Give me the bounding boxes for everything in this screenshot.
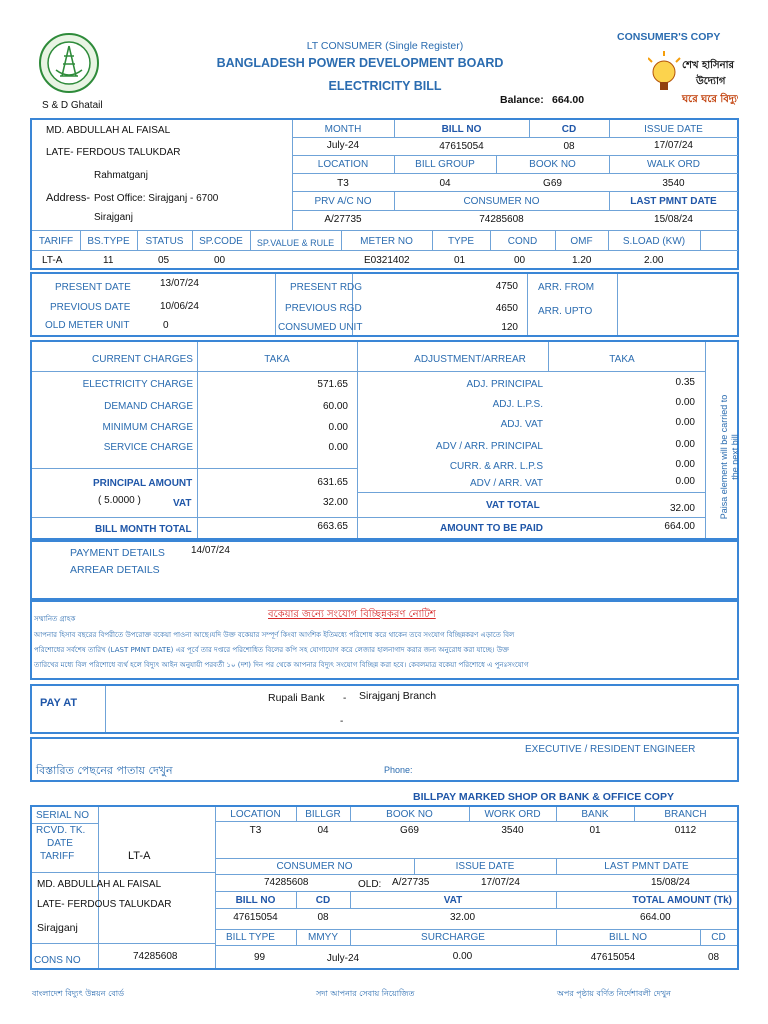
hdr-cd: CD [561,124,577,135]
notice-line-3: তারিখের মধ্যে বিল পরিশোধে ব্যর্থ হলে বিদ্যুৎ আইন অনুযায়ী পরবর্তী ১০ (দশ) দিন পর থেকে আপনার বিদ্যুৎ সংযোগ বিচ্ছিন্ন করা হবে। কেবলমাত্র বকেয়া পরিশোধে এ পুনঃসংযোগ [34,661,529,669]
adjustment-value: 0.00 [675,417,695,428]
copy-label: CONSUMER'S COPY [617,31,721,43]
charge-label: ELECTRICITY CHARGE [82,379,193,390]
tariff-label: TARIFF [40,851,75,862]
date-label: DATE [47,838,73,849]
amount-paid-value: 664.00 [664,521,695,532]
bill-subtitle: LT CONSUMER (Single Register) [306,40,464,52]
adjustment-value: 0.35 [675,377,695,388]
hdr-sp-value: SP.VALUE & RULE [256,238,335,248]
consumer-district: Sirajganj [94,212,133,223]
oc-hdr-consumer-no: CONSUMER NO [276,861,353,872]
hdr-location: LOCATION [317,159,369,170]
val-bs-type: 11 [103,255,114,266]
oc-hdr-work-ord: WORK ORD [484,809,541,820]
hdr-month: MONTH [324,124,362,135]
board-name: BANGLADESH POWER DEVELOPMENT BOARD [216,56,504,70]
notice-title: বকেয়ার জন্যে সংযোগ বিচ্ছিন্নকরণ নোটিশ [268,609,436,620]
hdr-meter-no: METER NO [360,236,413,247]
oc-cons-no: 74285608 [133,951,178,962]
oc-cons-label: CONS NO [34,955,81,966]
hdr-type: TYPE [447,236,475,247]
campaign-logo [648,50,738,110]
bill-title: ELECTRICITY BILL [328,79,442,93]
hdr-omf: OMF [570,236,593,247]
oc-val-bank: 01 [589,825,601,836]
footer-left: বাংলাদেশ বিদ্যুৎ উন্নয়ন বোর্ড [32,989,125,998]
hdr-sp-code: SP.CODE [199,236,243,247]
adjustment-label: ADJ. VAT [500,419,543,430]
oc-val-bill-no-2: 47615054 [590,952,636,963]
payment-details-label: PAYMENT DETAILS [70,547,165,559]
vat-label: VAT [173,498,192,509]
adjustment-value: 0.00 [675,459,695,470]
hdr-bs-type: BS.TYPE [87,236,130,247]
notice-line-2: পরিশোধের সর্বশেষ তারিখ (LAST PMNT DATE) এর পূর্বে তার দপ্তরে পরিশোধিত বিলের কপি সহ যোগাযোগ করে লেজার হালনাগাদ করার জন্য অনুরোধ করা যাচ্ছে। উক্ত [34,646,509,654]
oc-hdr-issue-date: ISSUE DATE [455,861,515,872]
oc-val-work-ord: 3540 [501,825,524,836]
footer-center: সদা আপনার সেবায় নিয়োজিত [316,989,415,998]
oc-val-cd: 08 [317,912,329,923]
hdr-cond: COND [507,236,538,247]
oc-hdr-book-no: BOOK NO [386,809,433,820]
oc-hdr-billgr: BILLGR [305,809,341,820]
svg-text:ঘরে ঘরে বিদ্যুৎ: ঘরে ঘরে বিদ্যুৎ [682,94,738,105]
arr-upto-label: ARR. UPTO [538,306,593,317]
val-last-pmnt: 15/08/24 [654,214,693,225]
adjustment-label: ADV / ARR. VAT [470,478,543,489]
hdr-prv-ac: PRV A/C NO [314,196,372,207]
present-rdg: 4750 [495,281,518,292]
oc-val-mmyy: July-24 [326,953,360,964]
old-meter-label: OLD METER UNIT [45,320,130,331]
charge-label: MINIMUM CHARGE [102,422,193,433]
arr-from-label: ARR. FROM [538,282,595,293]
oc-hdr-cd-2: CD [711,932,726,943]
hdr-tariff: TARIFF [38,236,74,247]
oc-hdr-last-pmnt: LAST PMNT DATE [604,861,689,872]
adjustment-label: ADJ. PRINCIPAL [466,379,543,390]
val-type: 01 [454,255,466,266]
oc-hdr-bank: BANK [581,809,609,820]
footer-right: অপর পৃষ্ঠায় বর্ণিত নির্দেশাবলী দেখুন [557,989,671,998]
pay-at-label: PAY AT [40,697,78,709]
val-meter-no: E0321402 [364,255,410,266]
charge-label: DEMAND CHARGE [104,401,193,412]
pay-at-dash: - [343,693,347,704]
bpdb-logo [38,32,100,94]
principal-value: 631.65 [317,477,348,488]
notice-salutation: সম্মানিত গ্রাহক [34,615,76,623]
office-name: S & D Ghatail [42,100,103,111]
serial-label: SERIAL NO [36,810,89,821]
hdr-bill-no: BILL NO [441,124,482,135]
hdr-bill-group: BILL GROUP [415,159,475,170]
amount-paid-label: AMOUNT TO BE PAID [440,523,543,534]
oc-hdr-bill-no-2: BILL NO [609,932,647,943]
consumer-address: Post Office: Sirajganj - 6700 [94,193,219,204]
bill-total-label: BILL MONTH TOTAL [95,524,192,535]
present-rdg-label: PRESENT RDG [290,282,363,293]
val-issue-date: 17/07/24 [654,140,693,151]
oc-val-vat: 32.00 [449,912,476,923]
val-book-no: G69 [543,178,562,189]
oc-val-last-pmnt: 15/08/24 [651,877,690,888]
val-status: 05 [158,255,170,266]
vat-total-label: VAT TOTAL [486,500,540,511]
balance-value: 664.00 [552,94,585,106]
rcvd-label: RCVD. TK. [36,825,86,836]
oc-district: Sirajganj [37,922,78,934]
oc-val-branch: 0112 [674,825,697,836]
svg-text:শেখ হাসিনার: শেখ হাসিনার [682,60,735,71]
engineer-label: EXECUTIVE / RESIDENT ENGINEER [525,744,696,755]
payment-details-date: 14/07/24 [191,545,230,556]
val-sp-code: 00 [214,255,226,266]
charge-value: 0.00 [328,422,348,433]
oc-hdr-bill-type: BILL TYPE [226,932,275,943]
oc-hdr-bill-no: BILL NO [235,895,276,906]
previous-date-label: PREVIOUS DATE [50,302,131,313]
taka2-label: TAKA [609,354,635,365]
val-cond: 00 [514,255,526,266]
current-charges-label: CURRENT CHARGES [92,354,193,365]
arrear-details-label: ARREAR DETAILS [70,564,160,576]
oc-consumer-father: LATE- FERDOUS TALUKDAR [37,899,172,910]
oc-val-billgr: 04 [317,825,329,836]
adjustment-label: ADV / ARR. PRINCIPAL [435,441,543,452]
consumer-father: LATE- FERDOUS TALUKDAR [46,147,181,158]
old-meter: 0 [163,320,169,331]
oc-consumer-name: MD. ABDULLAH AL FAISAL [37,879,162,890]
consumer-area: Rahmatganj [94,170,148,181]
pay-at-branch: Sirajganj Branch [359,690,437,702]
svg-text:উদ্যোগ: উদ্যোগ [696,76,726,87]
oc-val-total: 664.00 [640,912,671,923]
charge-label: SERVICE CHARGE [103,442,193,453]
oc-hdr-mmyy: MMYY [308,932,338,943]
address-label: Address- [46,192,91,204]
consumed: 120 [501,322,518,333]
oc-old-label: OLD: [358,879,382,890]
adjustment-label: ADJ. L.P.S. [492,399,543,410]
hdr-last-pmnt: LAST PMNT DATE [630,196,717,207]
previous-date: 10/06/24 [160,301,199,312]
adjustment-value: 0.00 [675,439,695,450]
adjustment-value: 0.00 [675,476,695,487]
phone-label: Phone: [384,765,413,775]
hdr-walk-ord: WALK ORD [647,159,700,170]
bill-total-value: 663.65 [317,521,348,532]
val-consumer-no: 74285608 [479,214,524,225]
hdr-sload: S.LOAD (KW) [622,236,686,247]
val-location: T3 [337,178,349,189]
taka-label: TAKA [264,354,290,365]
val-tariff: LT-A [42,255,63,266]
vat-value: 32.00 [322,497,348,508]
oc-hdr-cd: CD [315,895,331,906]
previous-rdg: 4650 [495,303,518,314]
present-date: 13/07/24 [160,278,199,289]
oc-val-bill-no: 47615054 [233,912,278,923]
val-prv-ac: A/27735 [324,214,362,225]
oc-hdr-vat: VAT [443,895,463,906]
office-copy-title: BILLPAY MARKED SHOP OR BANK & OFFICE COPY [413,791,674,803]
principal-label: PRINCIPAL AMOUNT [93,478,193,489]
notice-line-1: আপনার হিসাব বছরের বিপরীতে উপরোক্ত বকেয়া পাওনা আছে।যদি উক্ত বকেয়ার সম্পূর্ণ কিংবা আংশিক ইতিমধ্যে পরিশোধ করে থাকেন তবে সংযোগ বিচ্ছিন্নকরণ এড়াতে বিল [34,631,515,639]
see-back: বিস্তারিত পেছনের পাতায় দেখুন [36,764,173,777]
paisa-note: Paisa element will be carried to the next bill [719,394,740,520]
oc-hdr-location: LOCATION [230,809,281,820]
val-sload: 2.00 [644,255,664,266]
val-bill-no: 47615054 [439,141,484,152]
pay-at-bank: Rupali Bank [268,692,325,704]
charge-value: 571.65 [317,379,348,390]
oc-val-surcharge: 0.00 [452,951,473,962]
hdr-status: STATUS [145,236,184,247]
consumer-name: MD. ABDULLAH AL FAISAL [46,125,171,136]
charge-value: 60.00 [322,401,348,412]
adjustment-label: ADJUSTMENT/ARREAR [414,354,526,365]
pay-at-dash-2: - [340,716,344,727]
val-walk-ord: 3540 [662,178,685,189]
val-bill-group: 04 [439,178,451,189]
val-month: July-24 [326,140,360,151]
hdr-book-no: BOOK NO [529,159,576,170]
oc-val-cd-2: 08 [707,952,720,963]
charge-value: 0.00 [328,442,348,453]
oc-tariff: LT-A [128,850,151,862]
vat-rate: ( 5.0000 ) [98,495,141,506]
oc-val-book-no: G69 [400,825,419,836]
present-date-label: PRESENT DATE [55,282,131,293]
vat-total-value: 32.00 [669,503,695,514]
reading-block [30,272,739,337]
val-cd: 08 [563,141,575,152]
balance-label: Balance: [500,94,544,106]
oc-hdr-total: TOTAL AMOUNT (Tk) [632,895,732,906]
hdr-consumer-no: CONSUMER NO [463,196,540,207]
adjustment-label: CURR. & ARR. L.P.S [449,461,543,472]
previous-rdg-label: PREVIOUS RGD [285,303,362,314]
oc-hdr-branch: BRANCH [664,809,707,820]
adjustment-value: 0.00 [675,397,695,408]
val-omf: 1.20 [572,255,592,266]
oc-val-issue-date: 17/07/24 [481,877,520,888]
oc-hdr-surcharge: SURCHARGE [421,932,485,943]
consumed-label: CONSUMED UNIT [278,322,363,333]
hdr-issue-date: ISSUE DATE [644,124,703,135]
oc-val-consumer-no: 74285608 [264,877,309,888]
oc-val-bill-type: 99 [254,952,266,963]
oc-old-value: A/27735 [392,877,430,888]
oc-val-location: T3 [249,825,262,836]
